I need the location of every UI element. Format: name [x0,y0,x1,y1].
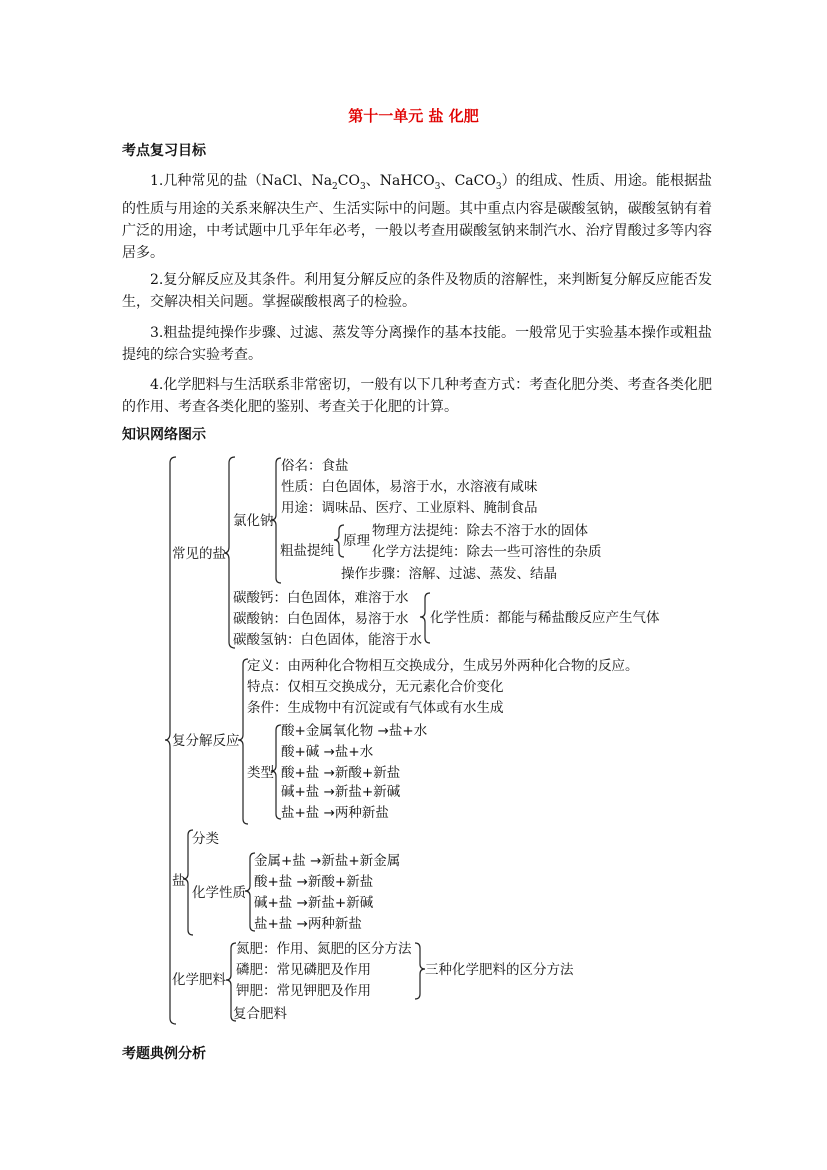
node-salt-chem-2: 酸+盐 →新酸+新盐 [254,874,374,890]
node-common-salt: 常见的盐 [172,546,226,562]
node-principle: 原理 [343,533,370,549]
node-salt-chem-1: 金属+盐 →新盐+新金属 [254,853,401,869]
node-definition: 定义：由两种化合物相互交换成分，生成另外两种化合物的反应。 [247,658,639,674]
node-chemical-method: 化学方法提纯：除去一些可溶性的杂质 [372,544,602,560]
node-purify: 粗盐提纯 [280,543,334,559]
node-classify: 分类 [192,831,219,847]
node-nitrogen-fert: 氮肥：作用、氮肥的区分方法 [236,941,412,957]
node-fertilizer: 化学肥料 [172,972,226,988]
page-title: 第十一单元 盐 化肥 [348,107,479,125]
node-type-5: 盐+盐 →两种新盐 [281,805,389,821]
node-fert-diff: 三种化学肥料的区分方法 [425,962,574,978]
node-feature: 特点：仅相互交换成分，无元素化合价变化 [247,679,504,695]
objective-2: 2.复分解反应及其条件。利用复分解反应的条件及物质的溶解性，来判断复分解反应能否发生，交解决相关问题。掌握碳酸根离子的检验。 [122,272,712,310]
node-physical-method: 物理方法提纯：除去不溶于水的固体 [372,523,588,539]
node-salt-chem-4: 盐+盐 →两种新盐 [254,916,362,932]
node-condition: 条件：生成物中有沉淀或有气体或有水生成 [247,700,504,716]
node-phosphate-fert: 磷肥：常见磷肥及作用 [236,962,371,978]
node-salt-chem-3: 碱+盐 →新盐+新碱 [254,895,374,911]
objective-3: 3.粗盐提纯操作步骤、过滤、蒸发等分离操作的基本技能。一般常见于实验基本操作或粗盐提纯的综合实验考查。 [122,325,712,363]
node-nacl: 氯化钠 [233,513,274,529]
node-double-decomp: 复分解反应 [172,733,240,749]
heading-examples: 考题典例分析 [122,1046,206,1062]
node-nacl-alias: 俗名：食盐 [281,458,349,474]
node-salt-chem: 化学性质 [192,885,246,901]
objective-4: 4.化学肥料与生活联系非常密切，一般有以下几种考查方式：考查化肥分类、考查各类化肥的作用、考查各类化肥的鉴别、考查关于化肥的计算。 [122,377,712,415]
heading-objectives: 考点复习目标 [122,143,206,159]
node-compound-fert: 复合肥料 [233,1006,287,1022]
node-type-1: 酸+金属氧化物 →盐+水 [281,723,428,739]
objective-1: 1.几种常见的盐（NaCl、$Na_2CO_3$、NaHCO$_3$、CaCO$_3$）的组成、性质、用途。能根据盐的性质与用途的关系来解决生产、生活实际中的问题。其中重点内容是碳酸氢钠，碳酸氢钠有着广泛的用途，中考试题中几乎年年必考，一般以考查用碳酸氢钠来制汽水、治疗胃酸过多等内容居多。 [122,173,713,261]
node-types: 类型 [247,765,274,781]
node-type-3: 酸+盐 →新酸+新盐 [281,765,401,781]
node-type-4: 碱+盐 →新盐+新碱 [281,784,401,800]
node-carbonate-chem: 化学性质：都能与稀盐酸反应产生气体 [430,610,660,626]
heading-network: 知识网络图示 [122,427,206,443]
node-nacl-use: 用途：调味品、医疗、工业原料、腌制食品 [281,500,538,516]
node-steps: 操作步骤：溶解、过滤、蒸发、结晶 [341,566,557,582]
node-potash-fert: 钾肥：常见钾肥及作用 [236,983,371,999]
node-root-salt: 盐 [172,873,186,889]
node-nacl-property: 性质：白色固体，易溶于水，水溶液有咸味 [281,479,538,495]
node-na2co3: 碳酸钠：白色固体，易溶于水 [233,611,409,627]
node-nahco3: 碳酸氢钠：白色固体，能溶于水 [233,632,422,648]
node-type-2: 酸+碱 →盐+水 [281,744,374,760]
node-caco3: 碳酸钙：白色固体，难溶于水 [233,590,409,606]
